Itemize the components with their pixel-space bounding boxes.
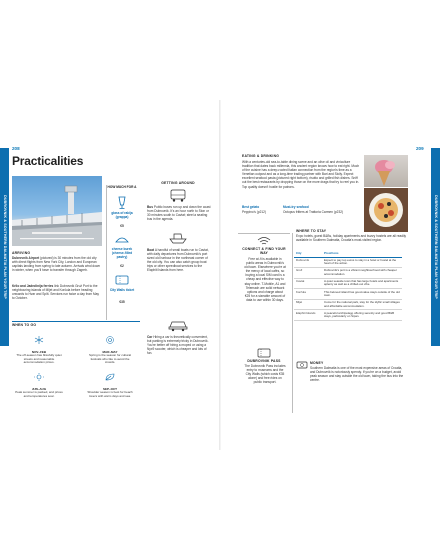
eating-body: With a centuries-old sea-to-table dining scene and an olive oil and viniculture tradition that dates back millennia, this ancient region knows how to eat right. Much of the cuisine has a deep-rooted Italian connection from the region's time as a Venetian outpost and as a long-time trading partner with Bari and Sicily. Expect excellent seafood pasta (pictured right bottom), risotto and grilled fish dishes. Sniff out the best restaurants by dropping those on the more drags that try to reel you in. Top quality doesn't hustle for patrons.: [242, 160, 360, 189]
city-cell: Gruž: [294, 268, 322, 279]
car-bold: Car: [147, 335, 153, 339]
arriving-ferries-bold: Krilo and Jadrolinija ferries: [12, 284, 54, 288]
how-much-item-1-label: glass of rakija (grappa): [111, 211, 133, 220]
boat-bold: Boat: [147, 248, 155, 252]
getting-around-heading: GETTING AROUND: [161, 181, 195, 185]
ticket-icon: [114, 273, 130, 287]
gelato-photo: [364, 155, 408, 187]
arriving-heading: ARRIVING: [12, 251, 31, 255]
connect-body: Free wi-fi is available in public areas in Dubrovnik's old town. Elsewhere you're at the mercy of local cafés, so buying a local SIM card is a cheap and effective way to stay online. T-Mobile, A1 and Telemach are solid network options and charge about €25 for a sizeable amount of data to use within 30 days.: [244, 257, 286, 302]
stay-table: [294, 251, 402, 321]
rakija-glass-icon: [114, 196, 130, 210]
must-try-value: Octopus fritters at Trattoria Carmen (p232): [283, 210, 344, 214]
pass-ticket-icon: [257, 348, 271, 358]
seafood-pasta-photo: [364, 188, 408, 232]
arriving-ferries-text: link Dubrovnik Gruž Port to the neighbouring islands of Mljet and Korčula before heading onwards to Hvar and Split. Services run twice a day from May to October.: [12, 284, 99, 301]
pros-cell: This beloved island has good-value stays outside of the old town.: [322, 289, 402, 300]
stay-divider: [292, 233, 293, 413]
how-much-item-2-label: cheese burek (cheese-filled pastry): [111, 247, 133, 260]
sidebar-label-right: DUBROVNIK & SOUTHERN DALMATIA PLAN YOUR TRIP: [433, 195, 438, 299]
season-name: NOV–FEB: [31, 350, 47, 354]
city-cell: Mljet: [294, 299, 322, 310]
season-desc: Spring is the season for cultural festivals who like to avoid the crowds.: [88, 353, 132, 365]
season-nov-feb: [15, 331, 63, 365]
eating-heading: EATING & DRINKING: [242, 154, 280, 158]
season-sep-oct: [86, 368, 134, 398]
bus-bold: Bus: [147, 205, 154, 209]
connect-rule: [238, 233, 290, 234]
bus-icon: [168, 189, 188, 203]
arriving-text-1: [12, 256, 102, 272]
season-mar-may: [86, 331, 134, 365]
how-much-item-1-price: €5: [120, 224, 124, 228]
car-text: [147, 335, 211, 355]
boat-body: A handful of small boats run to Cavtat, with daily departures from Dubrovnik's port sized old harbour in the northeast corner of the old city. You can also catch group boat trips or other speedboat services to the Elaphiti Islands from here.: [147, 248, 209, 273]
best-gelato-value: Peppino's (p212): [242, 210, 266, 214]
stay-intro: Expo hotels, guest B&Bs, holiday apartments and buzzy hostels are all readily available in Southern Dalmatia, Croatia's most-visited region.: [296, 234, 407, 243]
page-gutter: [219, 100, 221, 450]
how-much-heading: HOW MUCH FOR A: [107, 185, 137, 189]
pros-cell: A peaceful archipelago offering serenity and good B&B stays, particularly on Šipan.: [322, 310, 402, 321]
city-cell: Cavtat: [294, 278, 322, 289]
table-row: [294, 299, 402, 310]
sidebar-tab-right: [431, 148, 440, 346]
arriving-airport-bold: Dubrovnik Airport: [12, 256, 40, 260]
money-icon: [296, 360, 308, 370]
season-desc: Peak summer is packed, and prices and temperatures soar.: [15, 390, 63, 398]
table-row: [294, 268, 402, 279]
money-body: Southern Dalmatia is one of the most expensive areas of Croatia, and Dubrovnik is notoriously spendy. If you're on a budget, avoid peak season and stay outside the old town, taking the bus into the centre.: [310, 366, 404, 383]
city-cell: Korčula: [294, 289, 322, 300]
snowflake-icon: [34, 336, 44, 344]
boat-icon: [168, 231, 188, 245]
flower-icon: [105, 336, 115, 344]
col-city: City: [294, 251, 322, 257]
page-number-right: 209: [416, 146, 424, 151]
season-name: MAR–MAY: [102, 350, 118, 354]
season-jun-aug: [15, 368, 63, 398]
season-desc: Shoulder season is best for beach lovers with warm days and sea.: [87, 390, 133, 398]
col-pros: Pros/Cons: [322, 251, 402, 257]
best-gelato-label: Best gelato: [242, 205, 260, 209]
car-body: Hiring a car is theoretically convenient, but parking is extremely tricky in Dubrovnik. You're better off hiring a moped or using a Nyx9 scooter, which is cheaper and lots of fun.: [147, 335, 209, 356]
city-cell: Elaphiti Islands: [294, 310, 322, 321]
airport-photo: [12, 176, 102, 246]
pros-cell: Expect to pay top euros to stay in a hotel or hostel at the heart of the action.: [322, 257, 402, 268]
sidebar-label-left: DUBROVNIK & SOUTHERN DALMATIA PLAN YOUR TRIP: [2, 195, 7, 299]
bus-text: [147, 205, 211, 221]
when-to-go-rule: [12, 321, 140, 322]
how-much-item-3-label: City Walls ticket: [109, 288, 135, 292]
page-number-left: 208: [12, 146, 20, 151]
table-row: [294, 278, 402, 289]
money-heading: MONEY: [310, 361, 324, 365]
connect-heading: CONNECT & FIND YOUR WAY: [242, 247, 286, 256]
wifi-icon: [257, 236, 271, 246]
pass-body: The Dubrovnik Pass includes entry to museums and the City Walls (which costs €35 alone) and free rides on public transport.: [244, 364, 286, 385]
page-title: Practicalities: [12, 154, 84, 168]
pros-cell: Dubrovnik's port is a vibrant neighbourhood with cheaper accommodation.: [322, 268, 402, 279]
sidebar-tab-left: [0, 148, 9, 346]
bus-body: Public buses run up and down the coast from Dubrovnik. It's an hour north to Ston or 30 minutes south to Cavtat; steel a seating bus in the agenda.: [147, 205, 211, 222]
how-much-item-2-price: €2: [120, 264, 124, 268]
table-row: [294, 310, 402, 321]
sun-icon: [34, 373, 44, 381]
boat-text: [147, 248, 211, 273]
pass-heading: DUBROVNIK PASS: [247, 359, 281, 363]
season-name: JUN–AUG: [31, 387, 47, 391]
stay-heading: WHERE TO STAY: [296, 229, 327, 233]
how-much-item-3-price: €35: [119, 300, 125, 304]
table-row: [294, 257, 402, 268]
pros-cell: A quiet seaside town that has large hotels and apartments aplenty as well as a chilled-out vibe.: [322, 278, 402, 289]
season-desc: The off-season has blissfully quiet streets and reasonable accommodation prices.: [16, 353, 62, 365]
pros-cell: Come for the national park, stay for the idyllic small villages and affordable accommodation.: [322, 299, 402, 310]
city-cell: Dubrovnik: [294, 257, 322, 268]
arriving-text-2: [12, 284, 102, 300]
burek-pastry-icon: [114, 232, 130, 246]
car-icon: [168, 318, 188, 332]
season-name: SEP–OCT: [102, 387, 117, 391]
arriving-airport-text: (pictured) is 30 minutes from the old city with direct flights from New York City, London and European capitals landing from spring to late autumn. Arrivals wind down in winter, when you'll have to transfer through Zagreb.: [12, 256, 101, 273]
when-to-go-heading: WHEN TO GO: [12, 323, 37, 327]
must-try-label: Must-try seafood: [283, 205, 309, 209]
table-row: [294, 289, 402, 300]
how-much-divider: [106, 185, 107, 320]
leaf-icon: [105, 373, 115, 381]
